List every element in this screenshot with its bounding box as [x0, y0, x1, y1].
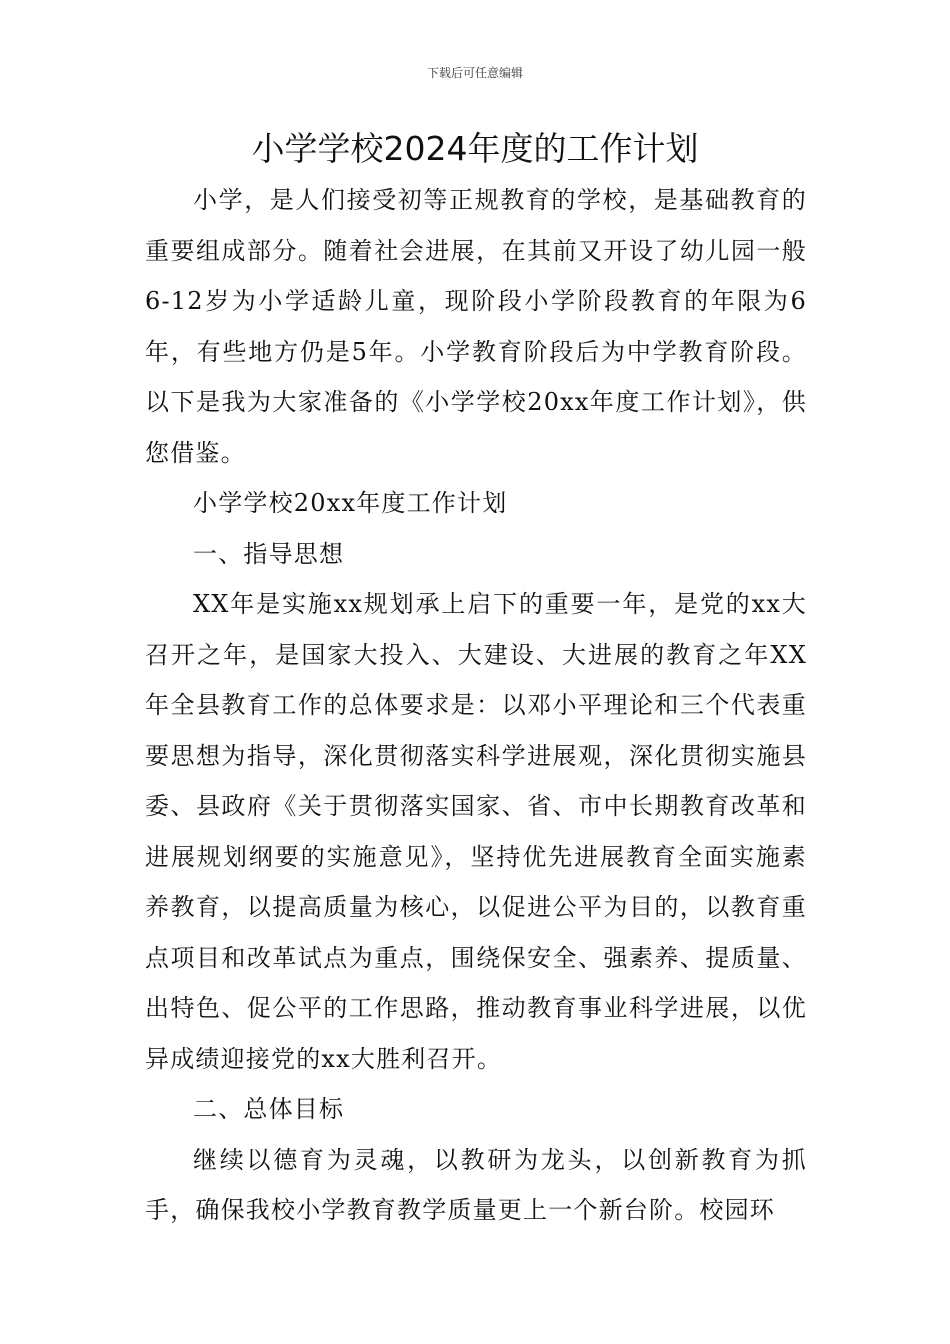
header-note: 下载后可任意编辑 — [426, 66, 523, 80]
document-body — [145, 175, 807, 1236]
paragraph-guiding-ideology: XX年是实施xx规划承上启下的重要一年，是党的xx大召开之年，是国家大投入、大建设、大进展的教育之年XX年全县教育工作的总体要求是：以邓小平理论和三个代表重要思想为指导，深化贯彻落实科学进展观，深化贯彻实施县委、县政府《关于贯彻落实国家、省、市中长期教育改革和进展规划纲要的实施意见》，坚持优先进展教育全面实施素养教育，以提高质量为核心，以促进公平为目的，以教育重点项目和改革试点为重点，围绕保安全、强素养、提质量、出特色、促公平的工作思路，推动教育事业科学进展，以优异成绩迎接党的xx大胜利召开。 — [145, 590, 807, 1073]
document-title: 小学学校2024年度的工作计划 — [251, 129, 699, 168]
paragraph-intro: 小学，是人们接受初等正规教育的学校，是基础教育的重要组成部分。随着社会进展，在其前又开设了幼儿园一般6-12岁为小学适龄儿童，现阶段小学阶段教育的年限为6年，有些地方仍是5年。小学教育阶段后为中学教育阶段。以下是我为大家准备的《小学学校20xx年度工作计划》，供您借鉴。 — [145, 186, 807, 467]
paragraph-subtitle: 小学学校20xx年度工作计划 — [193, 489, 508, 517]
paragraph-overall-goals: 继续以德育为灵魂，以教研为龙头，以创新教育为抓手，确保我校小学教育教学质量更上一个新台阶。校园环 — [145, 1145, 807, 1224]
section-heading-overall-goals: 二、总体目标 — [193, 1095, 345, 1123]
section-heading-guiding-ideology: 一、指导思想 — [193, 539, 345, 568]
